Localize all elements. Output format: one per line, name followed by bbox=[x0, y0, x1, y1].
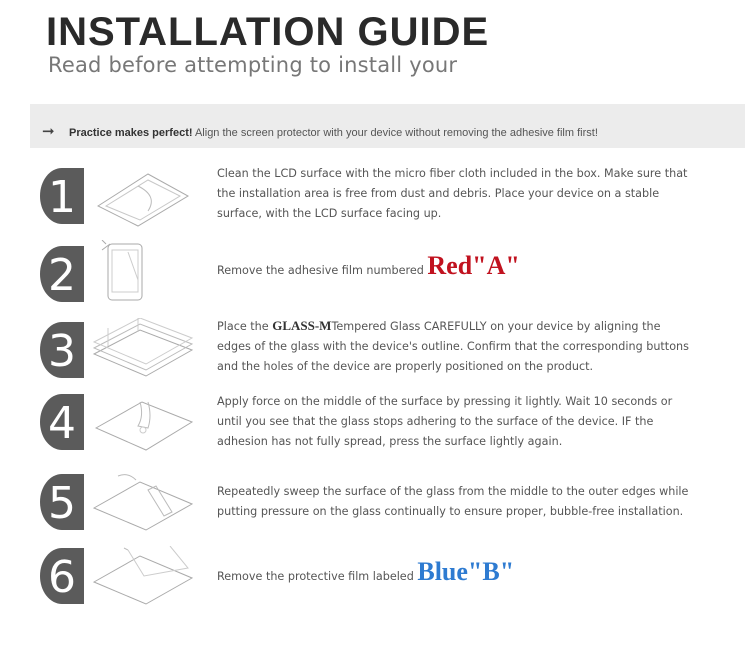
step-text-body: Remove the protective film labeled bbox=[217, 570, 418, 583]
step-number: 3 bbox=[48, 326, 76, 377]
peel-film-icon bbox=[88, 546, 198, 608]
step-number-badge bbox=[40, 394, 84, 450]
phone-peel-icon bbox=[88, 240, 198, 302]
page-subtitle: Read before attempting to install your bbox=[48, 53, 458, 77]
brand-name: GLASS-M bbox=[272, 318, 332, 333]
tip-body: Align the screen protector with your device without removing the adhesive film first! bbox=[192, 127, 598, 139]
step-number-badge bbox=[40, 322, 84, 378]
step-number-badge bbox=[40, 246, 84, 302]
step-number-badge bbox=[40, 168, 84, 224]
step-4-badge-icon bbox=[40, 394, 84, 450]
step-number-badge bbox=[40, 474, 84, 530]
sweep-card-icon bbox=[88, 472, 198, 534]
step-3-badge-icon bbox=[40, 322, 84, 378]
blue-b-label: Blue"B" bbox=[417, 557, 515, 586]
tip-bold: Practice makes perfect! bbox=[69, 127, 193, 139]
step-number: 5 bbox=[48, 478, 76, 529]
step-text: Apply force on the middle of the surface by pressing it lightly. Wait 10 seconds or until you see that the glass stops adhering to the surface of the device. IF the adhesion has not fully spread, press the surface lightly again. bbox=[217, 395, 673, 448]
step-text-body: Tempered Glass CAREFULLY on your device by aligning the edges of the glass with the device's outline. Confirm that the corresponding buttons and the holes of the device are properly positioned on the product. bbox=[217, 320, 689, 373]
step-text: Repeatedly sweep the surface of the glass from the middle to the outer edges while putting pressure on the glass continually to ensure proper, bubble-free installation. bbox=[217, 485, 689, 518]
step-number-badge bbox=[40, 548, 84, 604]
page-title: INSTALLATION GUIDE bbox=[46, 10, 490, 54]
red-a-label: Red"A" bbox=[427, 251, 520, 280]
step-number: 6 bbox=[48, 552, 76, 603]
step-text bbox=[217, 316, 697, 377]
step-number: 4 bbox=[48, 398, 76, 449]
arrow-right-icon: ➞ bbox=[42, 123, 55, 140]
press-finger-icon bbox=[88, 392, 198, 454]
phone-wipe-icon bbox=[88, 166, 198, 228]
step-1-badge-icon bbox=[40, 168, 84, 224]
step-2-badge-icon bbox=[40, 246, 84, 302]
step-text-lead: Place the bbox=[217, 320, 273, 333]
glass-align-icon bbox=[88, 318, 198, 380]
step-text-body: Remove the adhesive film numbered bbox=[217, 264, 428, 277]
step-number: 1 bbox=[48, 172, 76, 223]
tip-text bbox=[69, 127, 598, 139]
step-text bbox=[217, 557, 697, 587]
step-6-badge-icon bbox=[40, 548, 84, 604]
tip-row bbox=[0, 121, 750, 147]
step-5-badge-icon bbox=[40, 474, 84, 530]
step-text bbox=[217, 251, 697, 281]
step-text: Clean the LCD surface with the micro fiber cloth included in the box. Make sure that the installation area is free from dust and debris. Place your device on a stable surface, with the LCD surface facing up. bbox=[217, 167, 688, 220]
step-number: 2 bbox=[48, 250, 76, 301]
